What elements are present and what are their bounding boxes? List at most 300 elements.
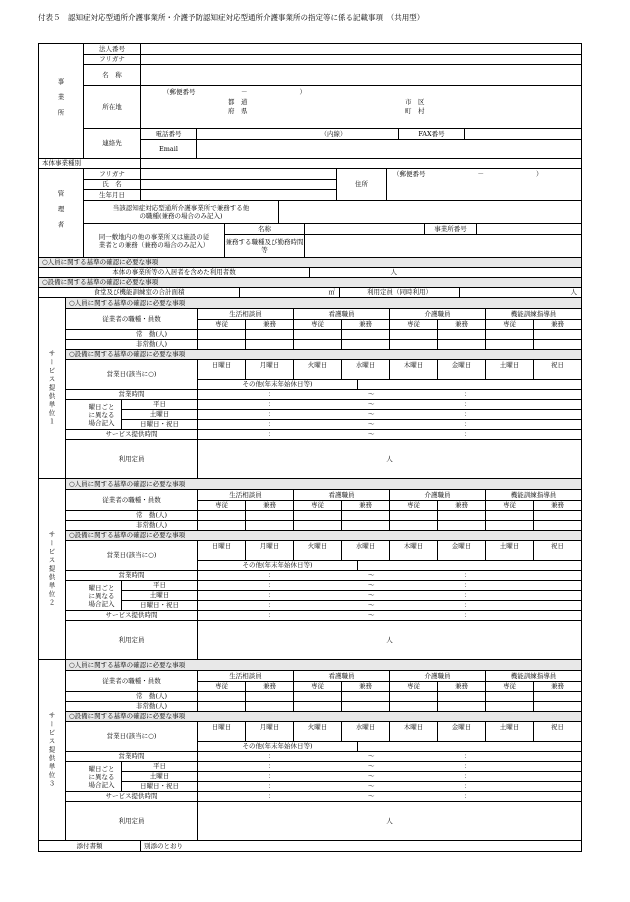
- unit-capacity-field[interactable]: [197, 802, 581, 840]
- day-check-field[interactable]: [342, 732, 389, 741]
- unit-staff-header: ○人員に関する基準の確認に必要な事項: [69, 298, 186, 307]
- dedicated-header: 専従: [293, 501, 341, 510]
- staff-count-cell[interactable]: [293, 340, 341, 349]
- capacity-field[interactable]: [459, 288, 581, 297]
- time-tilde: ～: [368, 581, 375, 589]
- staff-count-cell[interactable]: [197, 521, 245, 530]
- office-city-2: 町 村: [405, 107, 425, 115]
- time-end-colon: ：: [464, 420, 471, 428]
- time-range-field[interactable]: [197, 601, 581, 610]
- time-end-colon: ：: [464, 792, 471, 800]
- staff-count-cell[interactable]: [437, 702, 485, 711]
- staff-count-cell[interactable]: [389, 692, 437, 701]
- dining-field[interactable]: [239, 288, 339, 297]
- staff-job-header: 従業者の職種・員数: [102, 495, 161, 504]
- email-label: Email: [140, 140, 196, 158]
- sunday-holiday-label: 日曜日・祝日: [121, 601, 197, 610]
- time-range-field[interactable]: [197, 571, 581, 580]
- manager-side-label: 管理者: [39, 169, 84, 257]
- staff-count-cell[interactable]: [389, 702, 437, 711]
- time-tilde: ～: [368, 772, 375, 780]
- staff-count-cell[interactable]: [293, 521, 341, 530]
- job-caregiver: 介護職員: [389, 671, 485, 681]
- day-check-field[interactable]: [294, 370, 341, 379]
- per-day-label: 曜日ごとに異なる場合記入: [88, 402, 115, 427]
- time-end-colon: ：: [464, 601, 471, 609]
- time-tilde: ～: [368, 571, 375, 579]
- job-hours-label: 兼務する職種及び勤務時間等: [224, 235, 304, 257]
- concurrent-header: 兼務: [341, 320, 389, 329]
- job-consultant: 生活相談員: [197, 309, 293, 319]
- day-label: 月曜日: [259, 360, 280, 369]
- staff-count-cell[interactable]: [533, 521, 581, 530]
- job-nurse: 看護職員: [293, 490, 389, 500]
- other-days-label: その他(年末年始休日等): [197, 742, 357, 751]
- concurrent-label: 当該認知症対応型通所介護事業所で兼務する他の職種(兼務の場合のみ記入): [112, 204, 250, 220]
- manager-furigana-field[interactable]: [140, 169, 336, 179]
- time-start-colon: ：: [268, 782, 275, 790]
- staff-count-cell[interactable]: [245, 330, 293, 339]
- concurrent-header: 兼務: [533, 320, 581, 329]
- day-label: 祝日: [551, 541, 564, 550]
- concurrent-header: 兼務: [533, 501, 581, 510]
- service-hours-label: サービス提供時間: [105, 430, 158, 438]
- time-end-colon: ：: [464, 591, 471, 599]
- concurrent-header: 兼務: [245, 320, 293, 329]
- staff-count-cell[interactable]: [389, 521, 437, 530]
- contact-label: 連絡先: [102, 139, 122, 147]
- day-label: 日曜日: [211, 360, 232, 369]
- extension-label: （内線）: [320, 129, 347, 138]
- time-end-colon: ：: [464, 611, 471, 619]
- unit-capacity-unit: 人: [386, 454, 393, 463]
- time-range-field[interactable]: [197, 410, 581, 419]
- staff-count-cell[interactable]: [245, 692, 293, 701]
- manager-name-label: 氏 名: [102, 180, 122, 188]
- concurrent-header: 兼務: [341, 501, 389, 510]
- fax-label: FAX番号: [398, 129, 464, 139]
- time-start-colon: ：: [268, 581, 275, 589]
- time-start-colon: ：: [268, 601, 275, 609]
- time-tilde: ～: [368, 390, 375, 398]
- day-check-field[interactable]: [438, 370, 485, 379]
- time-tilde: ～: [368, 430, 375, 438]
- dedicated-header: 専従: [197, 682, 245, 691]
- time-end-colon: ：: [464, 400, 471, 408]
- per-day-label: 曜日ごとに異なる場合記入: [88, 764, 115, 789]
- concurrent-header: 兼務: [341, 682, 389, 691]
- dedicated-header: 専従: [197, 320, 245, 329]
- day-label: 木曜日: [403, 541, 424, 550]
- day-check-field[interactable]: [534, 732, 581, 741]
- time-range-field[interactable]: [197, 591, 581, 600]
- time-end-colon: ：: [464, 571, 471, 579]
- other-days-field[interactable]: [357, 380, 581, 389]
- day-check-field[interactable]: [198, 370, 245, 379]
- business-days-label: 営業日(該当に○): [106, 732, 157, 740]
- day-check-field[interactable]: [246, 370, 293, 379]
- office-name-field[interactable]: [140, 65, 581, 85]
- office-furigana-label: フリガナ: [99, 55, 125, 63]
- weekday-label: 平日: [121, 762, 197, 771]
- extension-field[interactable]: [370, 129, 398, 139]
- day-label: 祝日: [551, 722, 564, 731]
- day-check-field[interactable]: [486, 732, 533, 741]
- office-city-1: 市 区: [405, 98, 425, 106]
- site-name-label: 名称: [224, 224, 304, 234]
- staff-count-cell[interactable]: [389, 511, 437, 520]
- day-label: 月曜日: [259, 722, 280, 731]
- saturday-label: 土曜日: [121, 772, 197, 781]
- day-check-field[interactable]: [390, 370, 437, 379]
- unit-capacity-unit: 人: [386, 816, 393, 825]
- service-units: [39, 297, 581, 840]
- day-check-field[interactable]: [534, 551, 581, 560]
- office-location-label: 所在地: [102, 102, 122, 111]
- unit-facility-header: ○設備に関する基準の確認に必要な事項: [69, 531, 186, 539]
- time-range-field[interactable]: [197, 772, 581, 781]
- dedicated-header: 専従: [197, 501, 245, 510]
- staff-count-cell[interactable]: [197, 330, 245, 339]
- main-type-row: [39, 158, 581, 168]
- day-check-field[interactable]: [294, 551, 341, 560]
- manager-birth-field[interactable]: [140, 190, 336, 200]
- time-tilde: ～: [368, 762, 375, 770]
- day-label: 月曜日: [259, 541, 280, 550]
- day-label: 土曜日: [499, 541, 520, 550]
- staff-count-cell[interactable]: [437, 340, 485, 349]
- dedicated-header: 専従: [389, 501, 437, 510]
- unit-capacity-label: 利用定員: [118, 635, 145, 644]
- time-start-colon: ：: [268, 772, 275, 780]
- staff-count-cell[interactable]: [293, 511, 341, 520]
- time-range-field[interactable]: [197, 581, 581, 590]
- day-label: 日曜日: [211, 541, 232, 550]
- staff-count-cell[interactable]: [293, 702, 341, 711]
- time-range-field[interactable]: [197, 390, 581, 399]
- time-start-colon: ：: [268, 410, 275, 418]
- staff-count-cell[interactable]: [437, 330, 485, 339]
- staff-count-cell[interactable]: [533, 330, 581, 339]
- day-label: 祝日: [551, 360, 564, 369]
- unit-capacity-label: 利用定員: [118, 816, 145, 825]
- capacity-label: 利用定員（同時利用）: [339, 288, 459, 297]
- time-tilde: ～: [368, 410, 375, 418]
- unit-capacity-field[interactable]: [197, 440, 581, 478]
- users-unit: 人: [390, 268, 397, 276]
- business-days-label: 営業日(該当に○): [106, 551, 157, 559]
- fulltime-label: 常 勤(人): [135, 692, 168, 700]
- day-check-field[interactable]: [534, 370, 581, 379]
- staff-count-cell[interactable]: [245, 521, 293, 530]
- email-field[interactable]: [196, 140, 581, 158]
- staff-count-cell[interactable]: [245, 511, 293, 520]
- time-end-colon: ：: [464, 410, 471, 418]
- day-check-field[interactable]: [246, 551, 293, 560]
- day-check-field[interactable]: [486, 370, 533, 379]
- time-range-field[interactable]: [197, 762, 581, 771]
- office-side-label: 事業所: [39, 44, 84, 158]
- concurrent-field[interactable]: [278, 201, 581, 223]
- time-start-colon: ：: [268, 430, 275, 438]
- staff-count-cell[interactable]: [245, 702, 293, 711]
- time-start-colon: ：: [268, 611, 275, 619]
- staff-count-cell[interactable]: [197, 702, 245, 711]
- site-name-field[interactable]: [304, 224, 424, 234]
- time-tilde: ～: [368, 601, 375, 609]
- unit-staff-header: ○人員に関する基準の確認に必要な事項: [69, 660, 186, 669]
- time-range-field[interactable]: [197, 611, 581, 620]
- business-days-label: 営業日(該当に○): [106, 370, 157, 378]
- office-section: [39, 44, 581, 158]
- day-check-field[interactable]: [390, 732, 437, 741]
- day-check-field[interactable]: [198, 732, 245, 741]
- staff-count-cell[interactable]: [485, 702, 533, 711]
- day-label: 日曜日: [211, 722, 232, 731]
- form-table: [38, 43, 582, 852]
- day-label: 木曜日: [403, 360, 424, 369]
- job-trainer: 機能訓練指導員: [485, 490, 581, 500]
- job-consultant: 生活相談員: [197, 671, 293, 681]
- time-tilde: ～: [368, 611, 375, 619]
- day-check-field[interactable]: [486, 551, 533, 560]
- office-location-field[interactable]: [140, 86, 581, 128]
- staff-count-cell[interactable]: [533, 702, 581, 711]
- same-site-label: 同一敷地内の他の事業所又は施設の従業者との兼務（兼務の場合のみ記入）: [98, 232, 210, 249]
- time-end-colon: ：: [464, 762, 471, 770]
- day-label: 水曜日: [355, 541, 376, 550]
- time-range-field[interactable]: [197, 792, 581, 801]
- other-days-field[interactable]: [357, 742, 581, 751]
- time-start-colon: ：: [268, 762, 275, 770]
- service-unit-3: [39, 659, 581, 840]
- staff-count-cell[interactable]: [197, 340, 245, 349]
- day-check-field[interactable]: [246, 732, 293, 741]
- time-range-field[interactable]: [197, 400, 581, 409]
- concurrent-header: 兼務: [245, 501, 293, 510]
- dedicated-header: 専従: [485, 501, 533, 510]
- staff-count-cell[interactable]: [341, 330, 389, 339]
- time-tilde: ～: [368, 752, 375, 760]
- unit-capacity-label: 利用定員: [118, 454, 145, 463]
- staff-count-cell[interactable]: [437, 521, 485, 530]
- unit-side-label: サービス提供単位１: [39, 298, 66, 478]
- staff-count-cell[interactable]: [485, 340, 533, 349]
- day-label: 水曜日: [355, 722, 376, 731]
- users-row: [39, 267, 581, 277]
- concurrent-header: 兼務: [533, 682, 581, 691]
- time-range-field[interactable]: [197, 420, 581, 429]
- staff-count-cell[interactable]: [293, 692, 341, 701]
- time-range-field[interactable]: [197, 782, 581, 791]
- unit-capacity-unit: 人: [386, 635, 393, 644]
- time-end-colon: ：: [464, 581, 471, 589]
- time-start-colon: ：: [268, 571, 275, 579]
- day-label: 火曜日: [307, 360, 328, 369]
- day-check-field[interactable]: [342, 370, 389, 379]
- office-furigana-field[interactable]: [140, 55, 581, 64]
- day-check-field[interactable]: [294, 732, 341, 741]
- manager-birth-label: 生年月日: [99, 190, 125, 199]
- staff-count-cell[interactable]: [389, 340, 437, 349]
- staff-count-cell[interactable]: [485, 511, 533, 520]
- time-start-colon: ：: [268, 390, 275, 398]
- day-label: 金曜日: [451, 360, 472, 369]
- dining-row: [39, 287, 581, 297]
- job-caregiver: 介護職員: [389, 309, 485, 319]
- hours-label: 営業時間: [118, 390, 145, 398]
- job-nurse: 看護職員: [293, 671, 389, 681]
- time-end-colon: ：: [464, 782, 471, 790]
- day-check-field[interactable]: [438, 551, 485, 560]
- office-pref-1: 都 道: [228, 98, 248, 106]
- office-pref-2: 府 県: [228, 107, 248, 115]
- attachment-value: 別添のとおり: [140, 841, 581, 851]
- staff-count-cell[interactable]: [341, 692, 389, 701]
- day-check-field[interactable]: [438, 732, 485, 741]
- service-unit-1: [39, 297, 581, 478]
- staff-count-cell[interactable]: [341, 511, 389, 520]
- office-postal: （郵便番号 － ）: [163, 88, 306, 96]
- time-end-colon: ：: [464, 430, 471, 438]
- staff-count-cell[interactable]: [533, 511, 581, 520]
- staff-count-cell[interactable]: [533, 340, 581, 349]
- dedicated-header: 専従: [485, 320, 533, 329]
- staff-count-cell[interactable]: [341, 702, 389, 711]
- time-start-colon: ：: [268, 792, 275, 800]
- time-start-colon: ：: [268, 591, 275, 599]
- staff-count-cell[interactable]: [485, 692, 533, 701]
- staff-count-cell[interactable]: [437, 511, 485, 520]
- saturday-label: 土曜日: [121, 591, 197, 600]
- job-hours-field[interactable]: [304, 235, 581, 257]
- job-nurse: 看護職員: [293, 309, 389, 319]
- concurrent-header: 兼務: [437, 501, 485, 510]
- phone-label: 電話番号: [140, 129, 196, 139]
- sunday-holiday-label: 日曜日・祝日: [121, 782, 197, 791]
- day-label: 木曜日: [403, 722, 424, 731]
- staff-count-cell[interactable]: [389, 330, 437, 339]
- unit-facility-header: ○設備に関する基準の確認に必要な事項: [69, 350, 186, 358]
- manager-furigana-label: フリガナ: [99, 169, 125, 178]
- dedicated-header: 専従: [293, 682, 341, 691]
- day-check-field[interactable]: [198, 551, 245, 560]
- manager-section: [39, 168, 581, 257]
- job-trainer: 機能訓練指導員: [485, 309, 581, 319]
- dedicated-header: 専従: [293, 320, 341, 329]
- sunday-holiday-label: 日曜日・祝日: [121, 420, 197, 429]
- staff-count-cell[interactable]: [293, 330, 341, 339]
- job-trainer: 機能訓練指導員: [485, 671, 581, 681]
- day-check-field[interactable]: [390, 551, 437, 560]
- day-label: 金曜日: [451, 722, 472, 731]
- time-start-colon: ：: [268, 400, 275, 408]
- per-day-label: 曜日ごとに異なる場合記入: [88, 583, 115, 608]
- day-label: 金曜日: [451, 541, 472, 550]
- manager-address-field[interactable]: [386, 169, 581, 200]
- time-end-colon: ：: [464, 772, 471, 780]
- concurrent-header: 兼務: [437, 320, 485, 329]
- time-range-field[interactable]: [197, 752, 581, 761]
- main-type-label: 本体事業種別: [42, 159, 81, 167]
- saturday-label: 土曜日: [121, 410, 197, 419]
- phone-field[interactable]: [196, 129, 297, 139]
- day-label: 火曜日: [307, 541, 328, 550]
- time-end-colon: ：: [464, 752, 471, 760]
- weekday-label: 平日: [121, 581, 197, 590]
- weekday-label: 平日: [121, 400, 197, 409]
- unit-side-label: サービス提供単位２: [39, 479, 66, 659]
- unit-capacity-field[interactable]: [197, 621, 581, 659]
- fulltime-label: 常 勤(人): [135, 511, 168, 519]
- other-days-label: その他(年末年始休日等): [197, 561, 357, 570]
- facility-section-header: ○設備に関する基準の確認に必要な事項: [39, 277, 581, 287]
- parttime-label: 非常勤(人): [135, 521, 168, 529]
- day-label: 火曜日: [307, 722, 328, 731]
- users-label: 本体の事業所等の入居者を含めた利用者数: [112, 268, 236, 276]
- office-no-field[interactable]: [476, 224, 581, 234]
- concurrent-header: 兼務: [437, 682, 485, 691]
- dedicated-header: 専従: [389, 320, 437, 329]
- staff-count-cell[interactable]: [245, 340, 293, 349]
- staff-count-cell[interactable]: [485, 521, 533, 530]
- time-start-colon: ：: [268, 752, 275, 760]
- fax-field[interactable]: [464, 129, 581, 139]
- day-label: 土曜日: [499, 360, 520, 369]
- dining-label: 食堂及び機能訓練室の合計面積: [93, 288, 185, 296]
- staff-count-cell[interactable]: [341, 340, 389, 349]
- hours-label: 営業時間: [118, 752, 145, 760]
- attachment-label: 添付書類: [76, 841, 103, 850]
- time-tilde: ～: [368, 782, 375, 790]
- time-end-colon: ：: [464, 390, 471, 398]
- other-days-label: その他(年末年始休日等): [197, 380, 357, 389]
- corp-no-field[interactable]: [140, 44, 581, 54]
- time-range-field[interactable]: [197, 430, 581, 439]
- manager-name-field[interactable]: [140, 180, 336, 189]
- staff-job-header: 従業者の職種・員数: [102, 676, 161, 685]
- time-tilde: ～: [368, 420, 375, 428]
- staff-count-cell[interactable]: [197, 692, 245, 701]
- other-days-field[interactable]: [357, 561, 581, 570]
- unit-side-label: サービス提供単位３: [39, 660, 66, 840]
- day-check-field[interactable]: [342, 551, 389, 560]
- job-caregiver: 介護職員: [389, 490, 485, 500]
- document-title: 付表５ 認知症対応型通所介護事業所・介護予防認知症対応型通所介護事業所の指定等に係る記載事項 （共用型）: [38, 13, 425, 22]
- staff-count-cell[interactable]: [437, 692, 485, 701]
- manager-postal: （郵便番号 － ）: [393, 170, 543, 178]
- staff-count-cell[interactable]: [533, 692, 581, 701]
- staff-job-header: 従業者の職種・員数: [102, 314, 161, 323]
- fulltime-label: 常 勤(人): [135, 330, 168, 338]
- service-unit-2: [39, 478, 581, 659]
- unit-staff-header: ○人員に関する基準の確認に必要な事項: [69, 479, 186, 488]
- staff-section-header: ○人員に関する基準の確認に必要な事項: [39, 257, 581, 267]
- day-label: 土曜日: [499, 722, 520, 731]
- staff-count-cell[interactable]: [485, 330, 533, 339]
- dedicated-header: 専従: [485, 682, 533, 691]
- staff-count-cell[interactable]: [341, 521, 389, 530]
- attachment-row: [39, 840, 581, 851]
- users-field[interactable]: [309, 268, 581, 277]
- staff-count-cell[interactable]: [197, 511, 245, 520]
- dedicated-header: 専従: [389, 682, 437, 691]
- parttime-label: 非常勤(人): [135, 340, 168, 348]
- manager-address-label: 住所: [336, 169, 386, 200]
- main-type-field[interactable]: [140, 159, 581, 168]
- unit-facility-header: ○設備に関する基準の確認に必要な事項: [69, 712, 186, 720]
- office-name-label: 名 称: [102, 70, 122, 79]
